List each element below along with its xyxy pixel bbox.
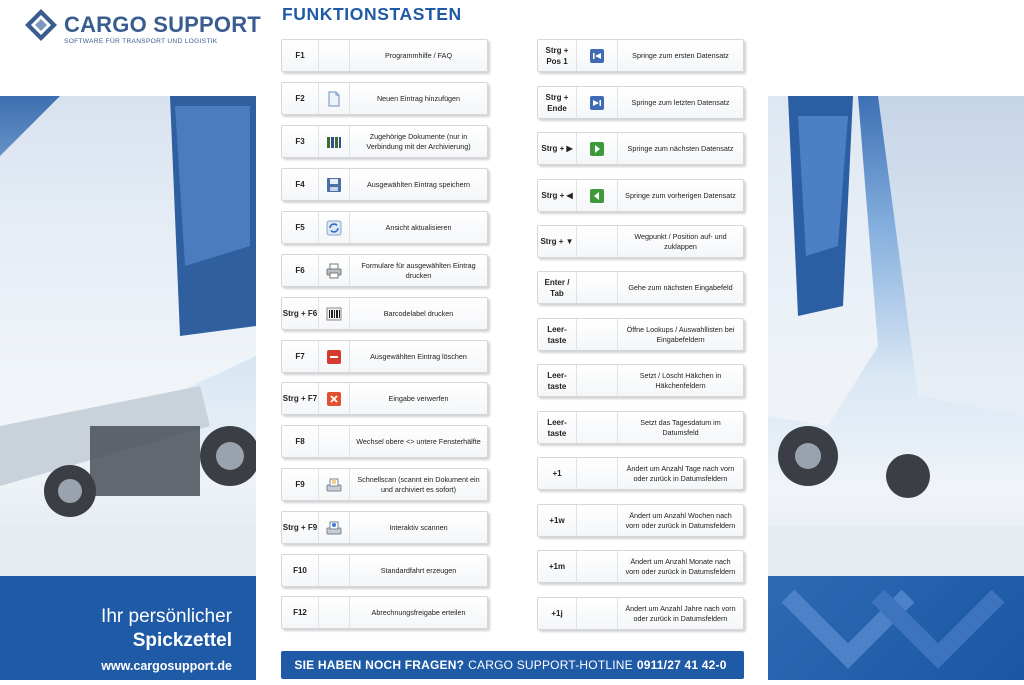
truck-photo-left <box>0 96 256 576</box>
hotline-number[interactable]: 0911/27 41 42-0 <box>636 658 727 672</box>
key-description: Standardfahrt erzeugen <box>380 565 457 575</box>
key-label: Strg + ▼ <box>540 237 574 246</box>
key-label: Leer- taste <box>547 417 567 438</box>
key-description: Eingabe verwerfen <box>388 393 449 403</box>
keyrow-enter-tab <box>537 271 744 304</box>
key-description: Springe zum letzten Datensatz <box>631 97 730 107</box>
key-description: Schnellscan (scannt ein Dokument ein und archiviert es sofort) <box>357 474 480 494</box>
decorative-band-right <box>768 576 1024 680</box>
hotline-question: SIE HABEN NOCH FRAGEN? <box>294 658 465 672</box>
key-label: +1j <box>551 609 563 618</box>
keyrow-f2 <box>281 82 488 115</box>
key-label: Enter / Tab <box>544 277 570 298</box>
key-description: Springe zum nächsten Datensatz <box>627 143 734 153</box>
key-description: Wegpunkt / Position auf- und zuklappen <box>634 231 727 251</box>
key-description: Ändert um Anzahl Jahre nach vorn oder zurück in Datumsfeldern <box>625 603 736 623</box>
key-description: Setzt / Löscht Häkchen in Häkchenfeldern <box>639 370 722 390</box>
hotline-text: CARGO SUPPORT-HOTLINE <box>468 658 633 672</box>
key-label: Strg + ▶ <box>541 144 573 153</box>
discard-x-icon <box>326 391 342 407</box>
refresh-icon <box>326 220 342 236</box>
key-description: Ausgewählten Eintrag speichern <box>366 179 471 189</box>
first-record-icon <box>589 48 605 64</box>
logo-diamond-icon <box>24 8 58 42</box>
key-label: F8 <box>295 437 305 446</box>
hotline-banner[interactable] <box>281 651 744 679</box>
keyrow-f12 <box>281 596 488 629</box>
keyrow-plus1w <box>537 504 744 537</box>
keyrow-f9 <box>281 468 488 501</box>
key-description: Ändert um Anzahl Monate nach vorn oder zurück in Datumsfeldern <box>625 556 736 576</box>
key-label: F2 <box>295 94 305 103</box>
key-description: Öffne Lookups / Auswahllisten bei Eingabefeldern <box>626 324 735 344</box>
key-label: F6 <box>295 266 305 275</box>
key-description: Setzt das Tagesdatum im Datumsfeld <box>640 417 721 437</box>
key-description: Barcodelabel drucken <box>383 308 454 318</box>
logo-name: CARGO SUPPORT <box>64 12 261 37</box>
keyrow-space-lookups <box>537 318 744 351</box>
keyrow-f7 <box>281 340 488 373</box>
chevron-decoration-icon <box>768 576 1024 680</box>
previous-record-icon <box>589 188 605 204</box>
keyrow-plus1 <box>537 457 744 490</box>
key-label: +1w <box>549 516 565 525</box>
logo-tagline: SOFTWARE FÜR TRANSPORT UND LOGISTIK <box>64 38 218 45</box>
key-description: Springe zum vorherigen Datensatz <box>625 190 736 200</box>
slogan-line2: Spickzettel <box>132 630 232 651</box>
keyrow-strg-left <box>537 179 744 212</box>
key-description: Wechsel obere <> untere Fensterhälfte <box>356 436 481 446</box>
key-label: F9 <box>295 480 305 489</box>
keyrow-strg-down <box>537 225 744 258</box>
keyrow-strg-f7 <box>281 382 488 415</box>
key-label: F4 <box>295 180 305 189</box>
new-document-icon <box>326 91 342 107</box>
key-description: Gehe zum nächsten Eingabefeld <box>628 282 733 292</box>
left-brand-column <box>0 0 261 680</box>
keyrow-space-date <box>537 411 744 444</box>
key-label: Leer- taste <box>547 324 567 345</box>
keyrow-f1 <box>281 39 488 72</box>
keyrow-f8 <box>281 425 488 458</box>
keyrow-space-checkbox <box>537 364 744 397</box>
key-label: Strg + F6 <box>282 309 318 318</box>
truck-illustration-left <box>0 96 256 576</box>
keyrow-strg-f9 <box>281 511 488 544</box>
quickscan-icon <box>326 477 342 493</box>
keyrow-f5 <box>281 211 488 244</box>
key-label: Strg + Pos 1 <box>545 45 569 66</box>
key-label: +1 <box>552 469 562 478</box>
truck-photo-right <box>768 96 1024 576</box>
key-label: Leer- taste <box>547 370 567 391</box>
keyrow-plus1m <box>537 550 744 583</box>
keyrow-f10 <box>281 554 488 587</box>
key-description: Zugehörige Dokumente (nur in Verbindung mit der Archivierung) <box>366 131 471 151</box>
key-label: F7 <box>295 352 305 361</box>
key-description: Ändert um Anzahl Wochen nach vorn oder zurück in Datumsfeldern <box>625 510 736 530</box>
key-label: F5 <box>295 223 305 232</box>
key-label: +1m <box>548 562 566 571</box>
save-disk-icon <box>326 177 342 193</box>
key-description: Interaktiv scannen <box>389 522 448 532</box>
key-label: F10 <box>293 566 307 575</box>
key-description: Programmhilfe / FAQ <box>384 50 453 60</box>
keyrow-strg-pos1 <box>537 39 744 72</box>
keyrow-f4 <box>281 168 488 201</box>
keyrow-f3 <box>281 125 488 158</box>
next-record-icon <box>589 141 605 157</box>
documents-binder-icon <box>326 134 342 150</box>
key-description: Neuen Eintrag hinzufügen <box>376 93 461 103</box>
truck-illustration-right <box>768 96 1024 576</box>
key-label: Strg + F7 <box>282 394 318 403</box>
delete-minus-icon <box>326 349 342 365</box>
keyrow-strg-f6 <box>281 297 488 330</box>
key-description: Formulare für ausgewählten Eintrag drucken <box>361 260 476 280</box>
last-record-icon <box>589 95 605 111</box>
key-description: Springe zum ersten Datensatz <box>632 50 729 60</box>
key-description: Ansicht aktualisieren <box>385 222 452 232</box>
key-description: Abrechnungsfreigabe erteilen <box>371 607 466 617</box>
key-label: F3 <box>295 137 305 146</box>
key-label: Strg + Ende <box>545 92 569 113</box>
keyrow-plus1j <box>537 597 744 630</box>
keyrow-strg-right <box>537 132 744 165</box>
key-label: Strg + ◀ <box>541 191 573 200</box>
keyrow-f6 <box>281 254 488 287</box>
barcode-icon <box>326 306 342 322</box>
slogan-line1: Ihr persönlicher <box>101 606 232 627</box>
key-label: F1 <box>295 51 305 60</box>
key-description: Ausgewählten Eintrag löschen <box>370 351 467 361</box>
page-title: FUNKTIONSTASTEN <box>282 4 462 24</box>
printer-icon <box>326 263 342 279</box>
key-description: Ändert um Anzahl Tage nach vorn oder zurück in Datumsfeldern <box>626 463 735 483</box>
key-label: F12 <box>293 608 307 617</box>
interactive-scan-icon <box>326 520 342 536</box>
key-label: Strg + F9 <box>282 523 318 532</box>
keyrow-strg-ende <box>537 86 744 119</box>
cargo-support-logo <box>24 8 261 48</box>
website-link[interactable]: www.cargosupport.de <box>101 659 232 673</box>
